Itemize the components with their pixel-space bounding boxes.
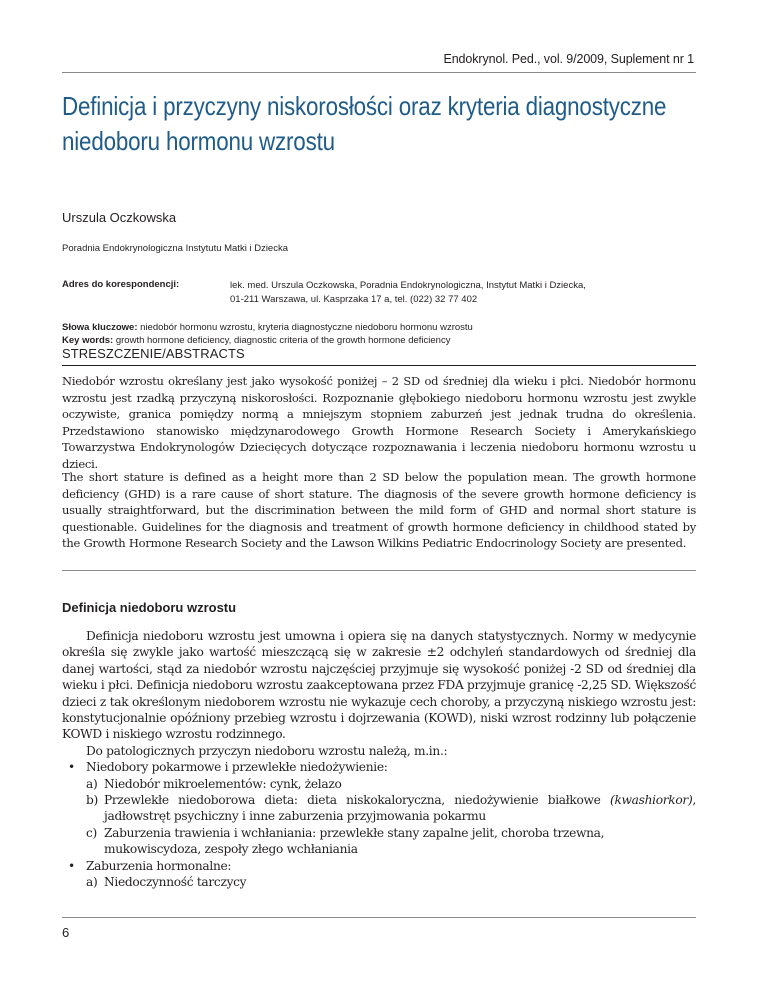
abstract-polish: Niedobór wzrostu określany jest jako wysokość poniżej – 2 SD od średniej dla wieku i płci. Niedobór hormonu wzrostu jest rzadką przyczyną niskorosłości. Rozpoznanie głębokiego niedoboru hormonu wzrostu jest zwykle oczywiste, granica pomiędzy normą a mniejszym stopniem zaburzeń jest jednak trudna do określenia. Przedstawiono stanowisko międzynarodowego Growth Hormone Research Society i Amerykańskiego Towarzystwa Endokrynologów Dziecięcych dotyczące rozpoznawania i leczenia niedoboru hormonu wzrostu u dzieci.	[62, 374, 696, 471]
section-body	[62, 628, 696, 891]
abstract-bottom-divider	[62, 570, 696, 571]
sub-item-text-end: , jadłowstręt psychiczny i inne zaburzenia przyjmowania pokarmu	[104, 793, 696, 824]
bullet-item-hormonal	[62, 858, 696, 891]
author-affiliation: Poradnia Endokrynologiczna Instytutu Matki i Dziecka	[62, 243, 289, 254]
correspondence-line-2: 01-211 Warszawa, ul. Kasprzaka 17 a, tel. (022) 32 77 402	[230, 294, 478, 305]
keywords-polish-text: niedobór hormonu wzrostu, kryteria diagnostyczne niedoboru hormonu wzrostu	[140, 322, 473, 333]
bullet-item-nutrition	[62, 759, 696, 857]
sub-list-nutrition	[86, 776, 696, 858]
bullet-icon: •	[68, 760, 75, 775]
sub-item-text-italic: (kwashiorkor)	[610, 793, 693, 808]
keywords-polish	[62, 321, 702, 334]
keywords-english-label: Key words:	[62, 335, 114, 346]
bullet-icon: •	[68, 858, 75, 873]
correspondence-address	[230, 279, 630, 307]
correspondence-line-1: lek. med. Urszula Oczkowska, Poradnia Endokrynologiczna, Instytut Matki i Dziecka,	[230, 280, 586, 291]
abstract-top-divider	[62, 365, 696, 366]
footer-divider	[62, 917, 696, 918]
keywords-english-text: growth hormone deficiency, diagnostic criteria of the growth hormone deficiency	[115, 335, 451, 346]
keywords-block	[62, 321, 702, 347]
page-number: 6	[62, 925, 70, 940]
abstract-heading: STRESZCZENIE/ABSTRACTS	[62, 346, 245, 361]
sub-item-b	[86, 792, 696, 825]
sub-item-letter: b)	[86, 793, 98, 808]
author-name: Urszula Oczkowska	[62, 210, 177, 225]
causes-intro: Do patologicznych przyczyn niedoboru wzrostu należą, m.in.:	[86, 743, 448, 758]
sub-item-letter: a)	[86, 875, 98, 890]
sub-item-letter: a)	[86, 776, 98, 791]
sub-list-hormonal	[86, 874, 696, 890]
body-paragraph: Definicja niedoboru wzrostu jest umowna i opiera się na danych statystycznych. Normy w medycynie określa się zwykle jako wartość mieszczącą się w zakresie ±2 odchyleń standardowych od średniej dla danej wartości, stąd za niedobór wzrostu najczęściej przyjmuje się wysokość poniżej -2 SD od średniej dla wieku i płci. Definicja niedoboru wzrostu zaakceptowana przez FDA przyjmuje granicę -2,25 SD. Większość dzieci z tak określonym niedoborem wzrostu nie wykazuje cech choroby, a przyczyną niskiego wzrostu jest: konstytucjonalnie opóźniony przebieg wzrostu i dojrzewania (KOWD), niski wzrost rodzinny lub połączenie KOWD i niskiego wzrostu rodzinnego.	[62, 629, 696, 742]
article-title-line-2: niedoboru hormonu wzrostu	[62, 126, 335, 156]
journal-header: Endokrynol. Ped., vol. 9/2009, Suplement nr 1	[443, 52, 694, 66]
correspondence-label: Adres do korespondencji:	[62, 279, 180, 290]
sub-item-a	[86, 874, 696, 890]
sub-item-text: Niedoczynność tarczycy	[104, 875, 247, 890]
article-title-line-1: Definicja i przyczyny niskorosłości oraz kryteria diagnostyczne	[62, 91, 667, 121]
sub-item-letter: c)	[86, 825, 97, 840]
header-divider	[62, 72, 696, 73]
sub-item-text-start: Przewlekłe niedoborowa dieta: dieta niskokaloryczna, niedożywienie białkowe	[104, 793, 610, 808]
abstract-english: The short stature is defined as a height more than 2 SD below the population mean. The growth hormone deficiency (GHD) is a rare cause of short stature. The diagnosis of the severe growth hormone deficiency is usually straightforward, but the discrimination between the mild form of GHD and normal short stature is questionable. Guidelines for the diagnosis and treatment of growth hormone deficiency in childhood stated by the Growth Hormone Research Society and the Lawson Wilkins Pediatric Endocrinology Society are presented.	[62, 470, 696, 550]
bullet-label: Niedobory pokarmowe i przewlekłe niedożywienie:	[86, 760, 388, 775]
sub-item-text: Niedobór mikroelementów: cynk, żelazo	[104, 776, 342, 791]
keywords-polish-label: Słowa kluczowe:	[62, 322, 138, 333]
sub-item-a	[86, 776, 696, 792]
sub-item-text: Zaburzenia trawienia i wchłaniania: przewlekłe stany zapalne jelit, choroba trzewna, mukowiscydoza, zespoły złego wchłaniania	[104, 825, 605, 857]
sub-item-c	[86, 825, 696, 858]
bullet-label: Zaburzenia hormonalne:	[86, 858, 232, 873]
article-title	[62, 89, 667, 159]
section-heading: Definicja niedoboru wzrostu	[62, 600, 237, 615]
